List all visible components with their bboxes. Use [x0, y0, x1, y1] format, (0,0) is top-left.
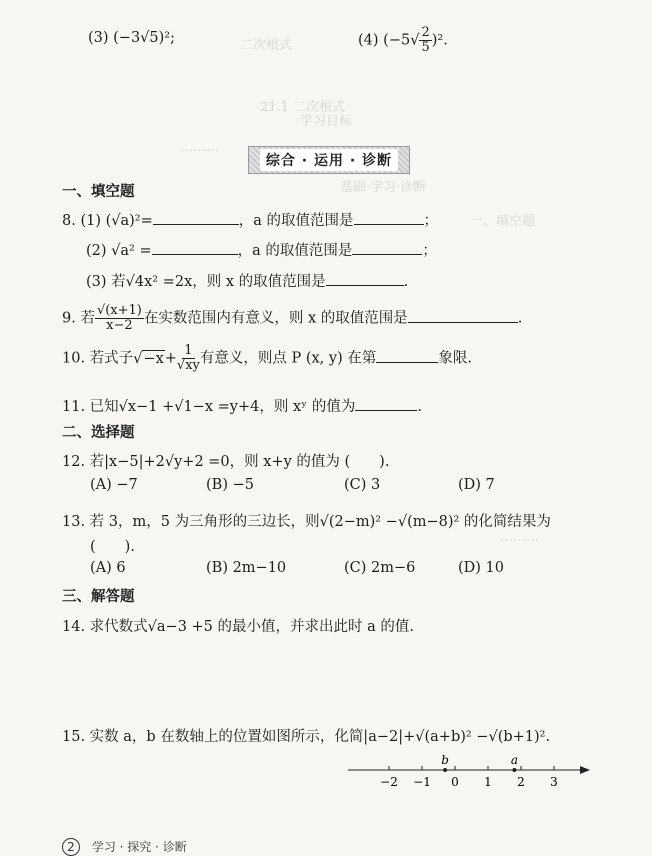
q10-plus: +	[164, 350, 177, 367]
q-item-3: (3) (−3√5)²;	[88, 30, 175, 46]
q8-blank-3	[152, 240, 238, 255]
q8-l1-a: 8. (1) (√a)²=	[62, 213, 153, 229]
section-heading-fill: 一、填空题	[62, 184, 135, 200]
number-line-tick-label: 3	[550, 775, 558, 789]
q11-end: .	[417, 399, 422, 415]
question-8-line-2	[86, 239, 437, 260]
q10-text: 有意义，则点 P (x, y) 在第	[199, 350, 377, 367]
question-11	[62, 395, 422, 416]
q-item-4-close: )².	[431, 32, 448, 49]
number-line-point-a	[512, 768, 516, 772]
section-heading-answer: 三、解答题	[62, 589, 135, 605]
q13-option-a: (A) 6	[90, 560, 126, 576]
q9-fraction	[95, 304, 144, 333]
section-banner	[248, 146, 410, 174]
number-line-tick-label: 2	[517, 775, 525, 789]
q11-text: 11. 已知√x−1 +√1−x =y+4，则 xʸ 的值为	[62, 399, 356, 415]
q-item-4-open: (−5	[383, 32, 411, 49]
q-item-4	[358, 26, 448, 55]
q8-l2-b: ，a 的取值范围是	[237, 243, 353, 259]
q10-prefix: 10. 若式子	[62, 350, 134, 367]
q8-l2-a: (2) √a² =	[86, 243, 152, 259]
q-item-4-prefix: (4)	[358, 32, 379, 49]
question-13-line-2: ( ).	[90, 539, 135, 555]
q10-frac-num: 1	[184, 343, 193, 358]
q13-option-c: (C) 2m−6	[344, 560, 416, 576]
number-line-tick-label: 1	[484, 775, 492, 789]
q8-l1-b: ，a 的取值范围是	[238, 213, 354, 229]
question-9	[62, 304, 522, 333]
number-line-point-b	[443, 768, 447, 772]
q9-num: √(x+1)	[96, 303, 142, 318]
q13-option-d: (D) 10	[458, 560, 504, 576]
number-line-arrow	[580, 766, 590, 774]
question-8-line-3	[86, 270, 408, 291]
q9-den: x−2	[106, 318, 133, 333]
page-footer	[62, 838, 187, 856]
q10-end: 象限.	[438, 350, 472, 367]
page-number: 2	[62, 838, 80, 856]
q8-blank-4	[352, 240, 422, 255]
q12-option-c: (C) 3	[344, 477, 381, 493]
number-line-tick-label: 0	[451, 775, 459, 789]
number-line-figure	[340, 752, 600, 792]
question-14: 14. 求代数式√a−3 +5 的最小值，并求出此时 a 的值.	[62, 619, 414, 635]
q8-l2-end: ；	[422, 243, 437, 259]
number-line-tick-label: −2	[380, 775, 398, 789]
q11-blank	[355, 396, 417, 411]
q8-l3-end: .	[403, 274, 409, 290]
question-12: 12. 若|x−5|+2√y+2 =0，则 x+y 的值为 ( ).	[62, 454, 390, 470]
q9-blank	[408, 308, 518, 323]
q10-rad1: −x	[143, 350, 164, 367]
question-10	[62, 344, 472, 373]
q10-frac-den: √xy	[176, 358, 200, 373]
q10-radical: √−x	[133, 350, 164, 367]
q8-l3-a: (3) 若√4x² =2x，则 x 的取值范围是	[86, 274, 326, 290]
section-banner-label: 综合 · 运用 · 诊断	[260, 149, 398, 171]
section-heading-choice: 二、选择题	[62, 425, 135, 441]
q9-text: 在实数范围内有意义，则 x 的取值范围是	[143, 310, 408, 327]
q13-option-b: (B) 2m−10	[206, 560, 287, 576]
q8-blank-1	[153, 210, 239, 225]
q10-blank	[376, 348, 438, 363]
question-8-line-1	[62, 209, 438, 230]
question-13-line-1: 13. 若 3，m，5 为三角形的三边长，则√(2−m)² −√(m−8)² 的化简结果为	[62, 514, 551, 530]
q8-l1-end: ；	[423, 213, 439, 229]
q-item-4-radical: √ $\frac{2}{5}$	[410, 25, 430, 55]
q8-blank-2	[354, 210, 424, 225]
q10-fraction	[177, 344, 200, 373]
q8-blank-5	[326, 271, 404, 286]
number-line-label-b: b	[441, 753, 449, 767]
q12-option-a: (A) −7	[90, 477, 138, 493]
q12-option-d: (D) 7	[458, 477, 495, 493]
footer-text: 学习 · 探究 · 诊断	[91, 840, 187, 854]
q9-prefix: 9. 若	[62, 310, 95, 327]
q12-option-b: (B) −5	[206, 477, 254, 493]
q-item-4-num: 2	[421, 25, 430, 40]
question-15: 15. 实数 a，b 在数轴上的位置如图所示，化简|a−2|+√(a+b)² −√(b+1)².	[62, 729, 551, 745]
number-line-label-a: a	[510, 753, 518, 767]
q9-end: .	[517, 310, 523, 327]
number-line-tick-label: −1	[413, 775, 431, 789]
q-item-4-den: 5	[421, 40, 430, 55]
